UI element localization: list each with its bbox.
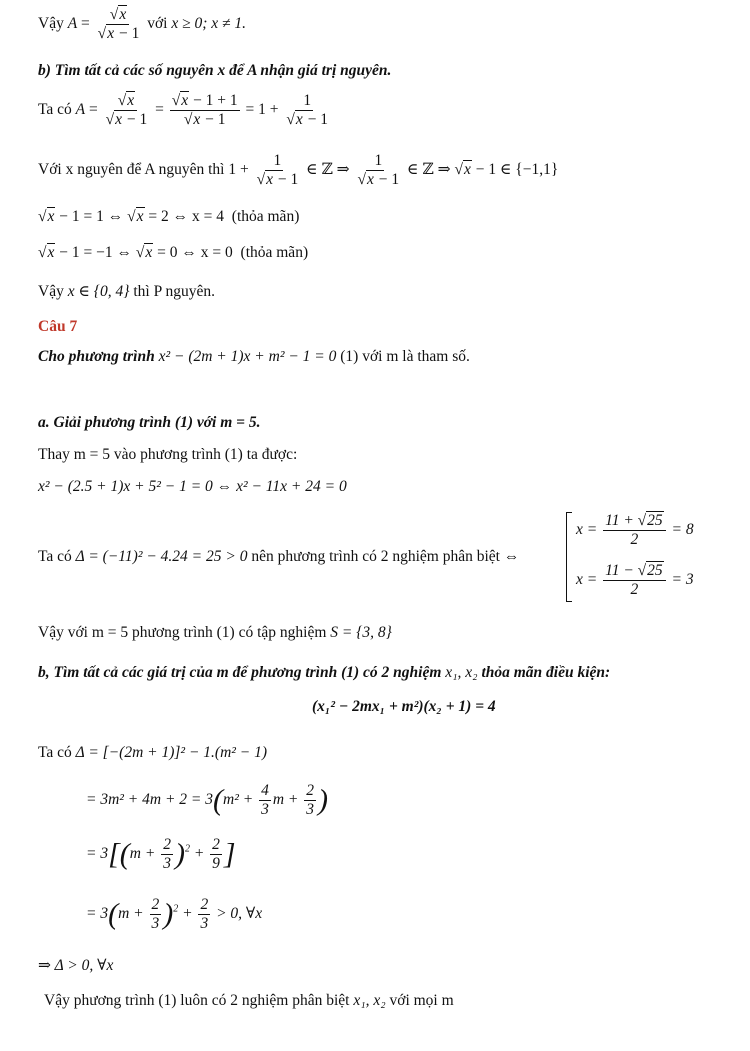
math: m² +: [223, 790, 258, 808]
den: 3: [163, 854, 171, 872]
text: (1) với m là tham số.: [336, 348, 470, 365]
num: 2: [212, 836, 220, 853]
num: 2: [306, 782, 314, 799]
part-a-heading: a. Giải phương trình (1) với m = 5.: [38, 414, 261, 431]
text: Vậy với m = 5 phương trình (1) có tập nghiệm: [38, 624, 331, 641]
text: với: [147, 14, 172, 32]
line-14: [38, 744, 267, 762]
sqrt-arg: x: [107, 24, 115, 42]
text: Vậy phương trình (1) luôn có 2 nghiệm phân biệt: [44, 992, 354, 1009]
math: x =: [576, 570, 602, 588]
num: 2: [151, 896, 160, 913]
math: m +: [118, 904, 148, 922]
num: 4: [261, 782, 269, 799]
text: Ta có: [38, 744, 76, 761]
text: Ta có: [38, 548, 76, 565]
math: = 3: [86, 844, 109, 862]
fraction: $\frac{√x}{√x - 1}$: [97, 6, 140, 42]
note: (thỏa mãn): [231, 208, 300, 225]
math: x =: [576, 520, 602, 538]
math: ⇔ x² − 11x + 24 = 0: [212, 478, 347, 495]
math: Δ = [−(2m + 1)]² − 1.(m² − 1): [75, 744, 268, 761]
line-1: [38, 6, 246, 43]
den: 3: [306, 800, 314, 818]
text: Vậy: [38, 283, 68, 300]
math: Δ = (−11)² − 4.24 = 25 > 0: [75, 548, 248, 565]
math: 1 +: [228, 160, 253, 178]
line-11: [38, 548, 519, 566]
text: Vậy: [38, 14, 68, 32]
text: thì P nguyên.: [129, 283, 216, 300]
den: 9: [212, 854, 220, 872]
sqrt-arg: 25: [647, 562, 663, 579]
math: = 3m² + 4m + 2 = 3: [86, 790, 213, 808]
line-5: √x − 1 = 1 ⇔ √x = 2 ⇔ x = 4 (thỏa mãn): [38, 208, 300, 225]
text: với mọi m: [385, 992, 454, 1009]
line-9: Thay m = 5 vào phương trình (1) ta được:: [38, 446, 298, 463]
den: 2: [630, 580, 639, 598]
condition-equation: (x₁² − 2mx₁ + m²)(x₂ + 1) = 4: [312, 698, 496, 715]
system-row-2: x = $\frac{11 - √25}{2}$ = 3: [576, 562, 694, 598]
math: = 0 ⇔ x = 0: [153, 244, 233, 261]
question-label: Câu 7: [38, 318, 78, 335]
den: 3: [261, 800, 269, 818]
math: x₁, x₂: [353, 992, 386, 1009]
line-10: [38, 478, 347, 496]
line-16: = 3[(m + $\frac{2}{3}$ )$^2$ + $\frac{2}{9}$ ]: [86, 836, 236, 872]
math: m +: [129, 844, 160, 862]
math: − 1 ∈ {−1,1}: [471, 160, 559, 178]
text: thỏa mãn điều kiện:: [477, 664, 611, 681]
math: − 1 = 1 ⇔: [55, 208, 128, 225]
line-15: = 3m² + 4m + 2 = 3(m² + $\frac{4}{3}$ m + $\frac{2}{3}$ ): [86, 782, 328, 818]
line-18: ⇒ Δ > 0, ∀x: [38, 957, 114, 974]
text: nên phương trình có 2 nghiệm phân biệt ⇔: [247, 548, 520, 565]
math: 11 −: [605, 562, 638, 579]
text: Cho phương trình: [38, 348, 159, 365]
system-row-1: x = $\frac{11 + √25}{2}$ = 8: [576, 512, 694, 548]
den-tail: − 1: [115, 24, 140, 42]
line-3: Ta có A = $\frac{√x}{√x - 1}$ = $\frac{√x - 1 + 1}{√x - 1}$ = 1 + $\frac{1}{√x - 1}$: [38, 92, 329, 128]
math: S = {3, 8}: [330, 624, 392, 641]
math: ∈ ℤ ⇒: [403, 160, 455, 178]
line-6: √x − 1 = −1 ⇔ √x = 0 ⇔ x = 0 (thỏa mãn): [38, 244, 309, 261]
den: 2: [630, 530, 639, 548]
den: 3: [151, 914, 160, 932]
math: ∈ ℤ ⇒: [302, 160, 354, 178]
math: m +: [272, 790, 303, 808]
den: 3: [200, 914, 209, 932]
line-4: Với x nguyên để A nguyên thì 1 + $\frac{1}{√x - 1}$ ∈ ℤ ⇒ $\frac{1}{√x - 1}$ ∈ ℤ ⇒ √x − 1 ∈ {−1,1}: [38, 152, 559, 188]
math: 11 +: [605, 512, 638, 529]
text: Với x nguyên để A nguyên thì: [38, 160, 229, 178]
math: − 1 = −1 ⇔: [55, 244, 136, 261]
sqrt-arg: 25: [647, 512, 663, 529]
num: 2: [200, 896, 209, 913]
system-bracket: [566, 512, 572, 602]
math: = 3: [667, 570, 694, 588]
line-12: [38, 624, 392, 642]
line-17: = 3(m + $\frac{2}{3}$ )$^2$ + $\frac{2}{3}$ > 0, ∀x: [86, 896, 263, 932]
math: x₁, x₂: [445, 664, 478, 681]
math: x² − (2m + 1)x + m² − 1 = 0: [158, 348, 337, 365]
text: b, Tìm tất cả các giá trị của m để phương trình (1) có 2 nghiệm: [38, 664, 446, 681]
math: x ∈ {0, 4}: [67, 283, 130, 300]
part-b2-heading: [38, 664, 610, 682]
math: = 2 ⇔ x = 4: [144, 208, 225, 225]
math: = 8: [667, 520, 694, 538]
eq: =: [77, 14, 94, 32]
text: Ta có: [38, 100, 76, 118]
expr-tail: = 1 +: [241, 100, 283, 118]
part-b-heading: b) Tìm tất cả các số nguyên x để A nhận giá trị nguyên.: [38, 62, 392, 79]
line-8: [38, 348, 470, 366]
num: 1: [303, 92, 312, 109]
line-19: [44, 992, 454, 1010]
num: 2: [163, 836, 171, 853]
var-a: A: [67, 14, 78, 32]
condition: x ≥ 0; x ≠ 1.: [171, 14, 247, 32]
math: x² − (2.5 + 1)x + 5² − 1 = 0: [38, 478, 213, 495]
line-7: [38, 282, 215, 301]
math: > 0, ∀x: [212, 904, 263, 922]
sqrt-arg: x: [119, 6, 127, 23]
math: = 3: [86, 904, 109, 922]
note: (thỏa mãn): [240, 244, 309, 261]
